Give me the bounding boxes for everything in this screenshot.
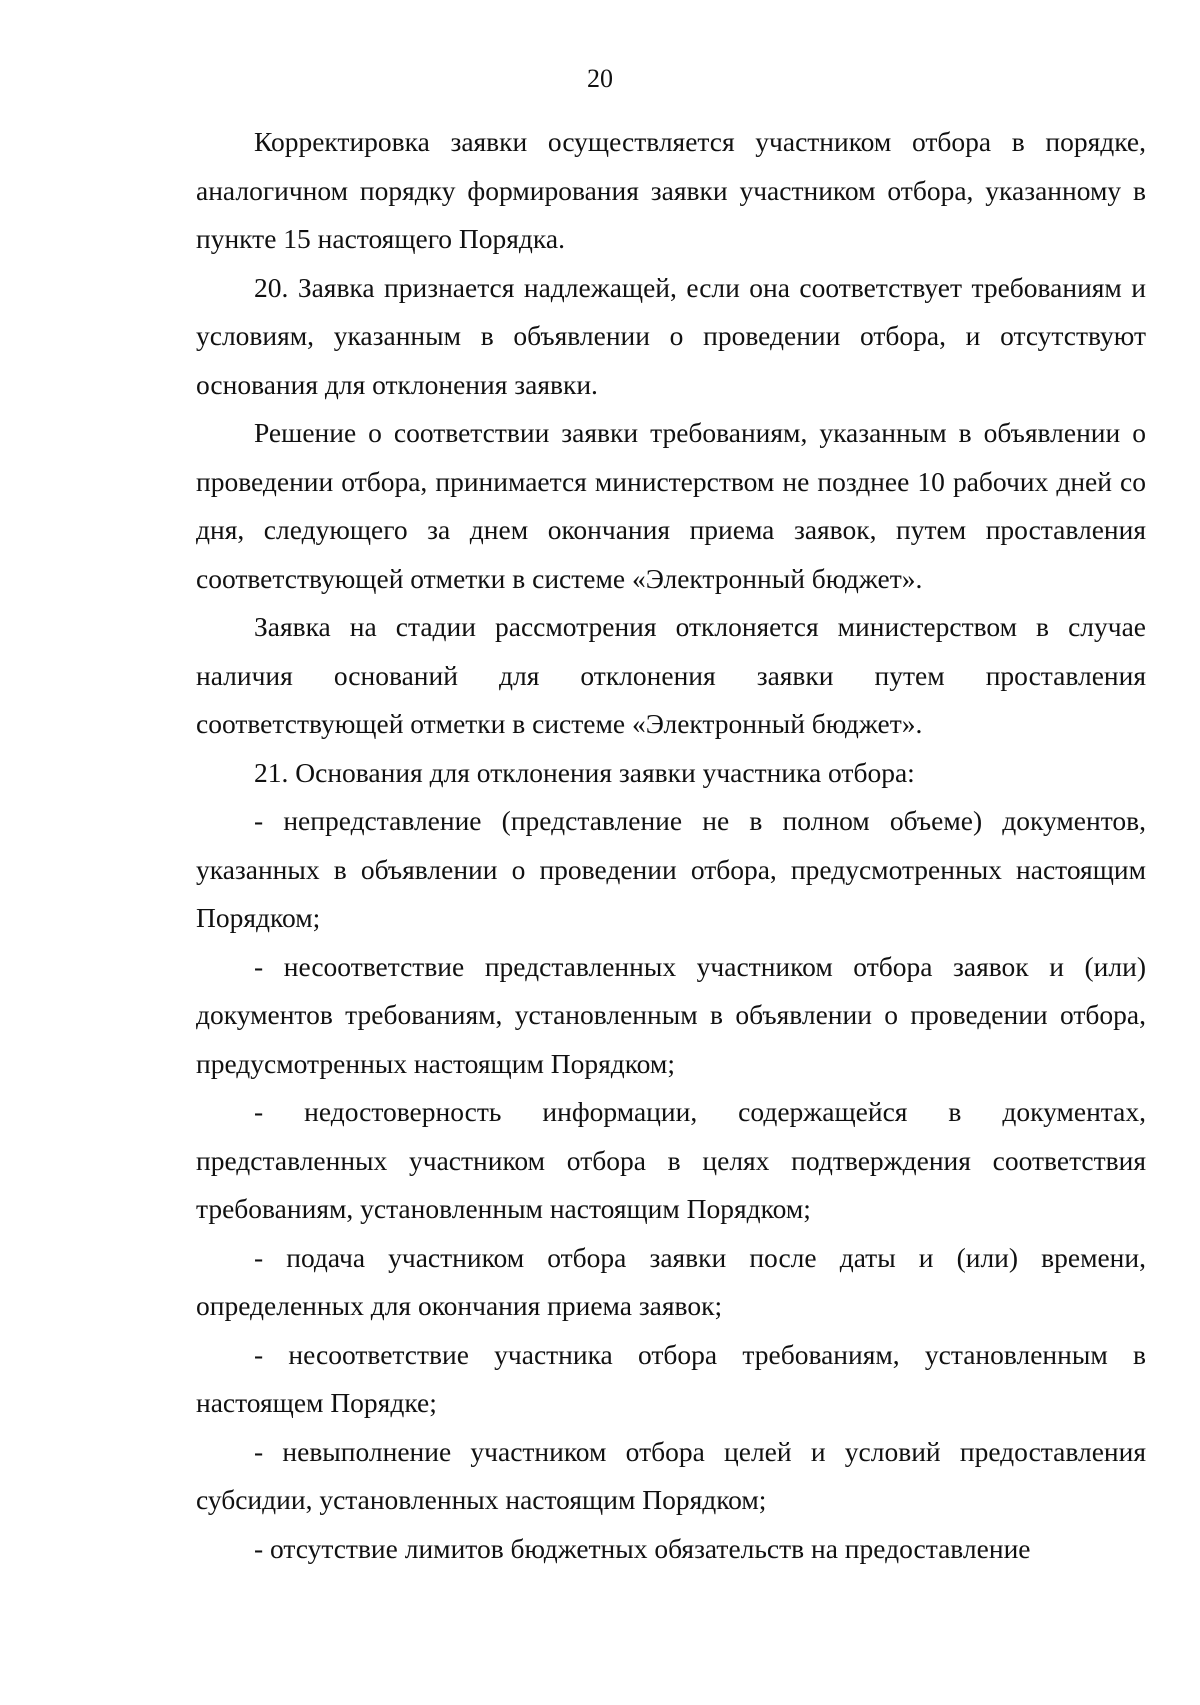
list-item: - подача участником отбора заявки после даты и (или) времени, определенных для окончания приема заявок; (196, 1241, 1146, 1321)
list-item: - непредставление (представление не в полном объеме) документов, указанных в объявлении о проведении отбора, предусмотренных настоящим Порядком; (196, 805, 1146, 933)
list-item: - недостоверность информации, содержащейся в документах, представленных участником отбора в целях подтверждения соответствия требованиям, установленным настоящим Порядком; (196, 1096, 1146, 1224)
paragraph: Корректировка заявки осуществляется участником отбора в порядке, аналогичном порядку формирования заявки участником отбора, указанному в пункте 15 настоящего Порядка. (196, 126, 1146, 254)
paragraph: Решение о соответствии заявки требованиям, указанным в объявлении о проведении отбора, принимается министерством не позднее 10 рабочих дней со дня, следующего за днем окончания приема заявок, путем проставления соответствующей отметки в системе «Электронный бюджет». (196, 417, 1146, 594)
page-number: 20 (587, 64, 613, 93)
list-item: - несоответствие участника отбора требованиям, установленным в настоящем Порядке; (196, 1338, 1146, 1418)
document-body (196, 118, 1146, 1573)
paragraph: Заявка на стадии рассмотрения отклоняется министерством в случае наличия оснований для отклонения заявки путем проставления соответствующей отметки в системе «Электронный бюджет». (196, 611, 1146, 739)
paragraph: 21. Основания для отклонения заявки участника отбора: (254, 756, 915, 788)
list-item: - несоответствие представленных участником отбора заявок и (или) документов требованиям, установленным в объявлении о проведении отбора, предусмотренных настоящим Порядком; (196, 950, 1146, 1079)
paragraph: 20. Заявка признается надлежащей, если она соответствует требованиям и условиям, указанным в объявлении о проведении отбора, и отсутствуют основания для отклонения заявки. (196, 271, 1146, 400)
list-item: - невыполнение участником отбора целей и условий предоставления субсидии, установленных настоящим Порядком; (196, 1435, 1146, 1515)
list-item: - отсутствие лимитов бюджетных обязательств на предоставление (254, 1532, 1031, 1564)
